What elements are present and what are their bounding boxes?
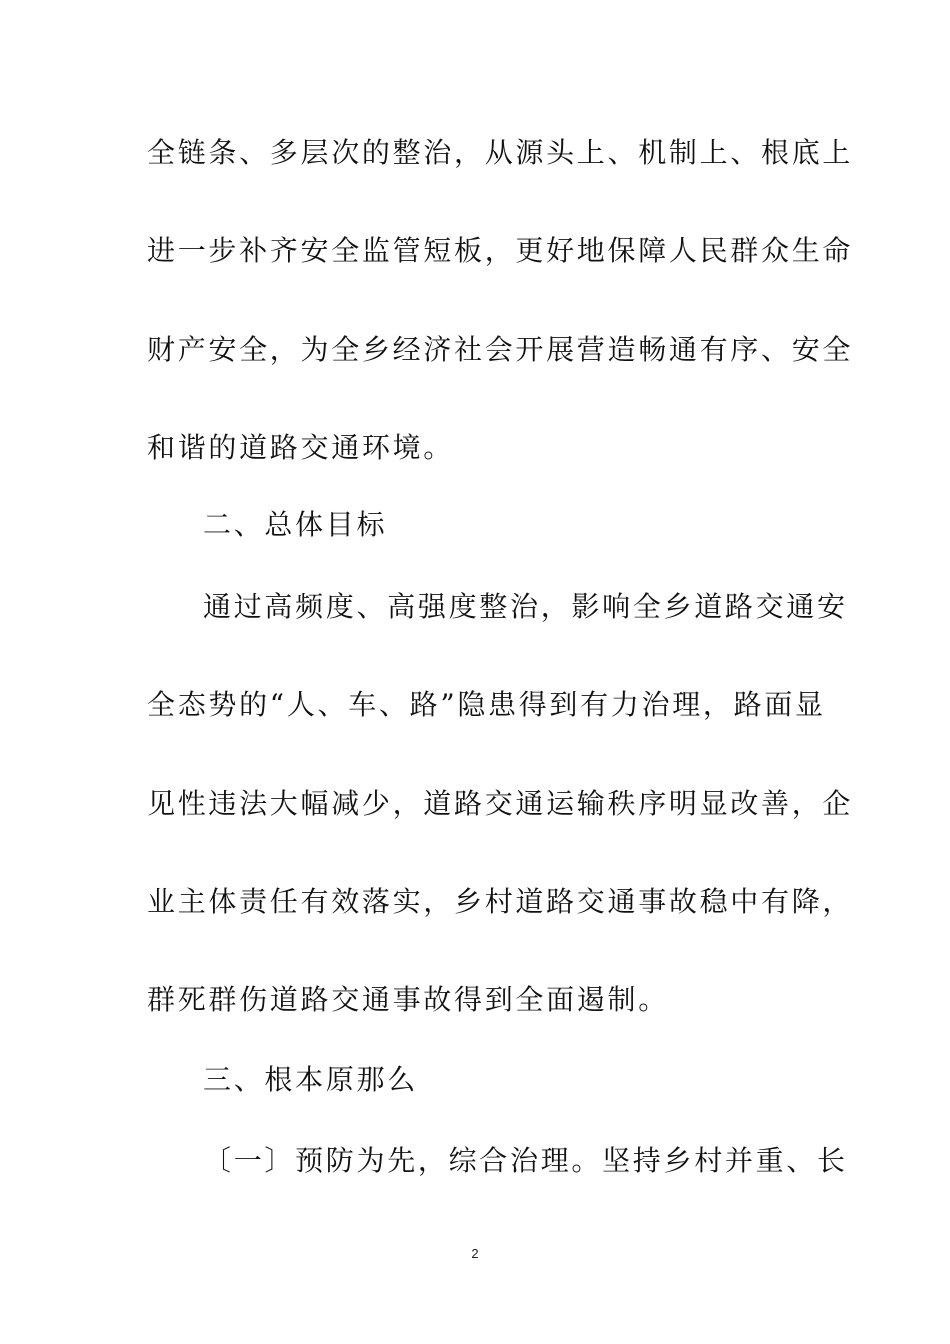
paragraph-line: 全态势的“人、车、路”隐患得到有力治理，路面显 bbox=[147, 688, 826, 721]
paragraph-line: 和谐的道路交通环境。 bbox=[147, 431, 455, 464]
paragraph-line: 全链条、多层次的整治，从源头上、机制上、根底上 bbox=[147, 136, 854, 169]
paragraph-line: 〔一〕预防为先，综合治理。坚持乡村并重、长 bbox=[203, 1144, 848, 1177]
section-heading: 二、总体目标 bbox=[203, 508, 388, 541]
paragraph-line: 见性违法大幅减少，道路交通运输秩序明显改善，企 bbox=[147, 787, 854, 820]
page-number: 2 bbox=[471, 1246, 479, 1261]
paragraph-line: 财产安全，为全乡经济社会开展营造畅通有序、安全 bbox=[147, 333, 854, 366]
paragraph-line: 业主体责任有效落实，乡村道路交通事故稳中有降， bbox=[147, 885, 854, 918]
paragraph-line: 进一步补齐安全监管短板，更好地保障人民群众生命 bbox=[147, 234, 854, 267]
paragraph-line: 群死群伤道路交通事故得到全面遏制。 bbox=[147, 983, 669, 1016]
paragraph-line: 通过高频度、高强度整治，影响全乡道路交通安 bbox=[203, 590, 848, 623]
section-heading: 三、根本原那么 bbox=[203, 1063, 418, 1096]
